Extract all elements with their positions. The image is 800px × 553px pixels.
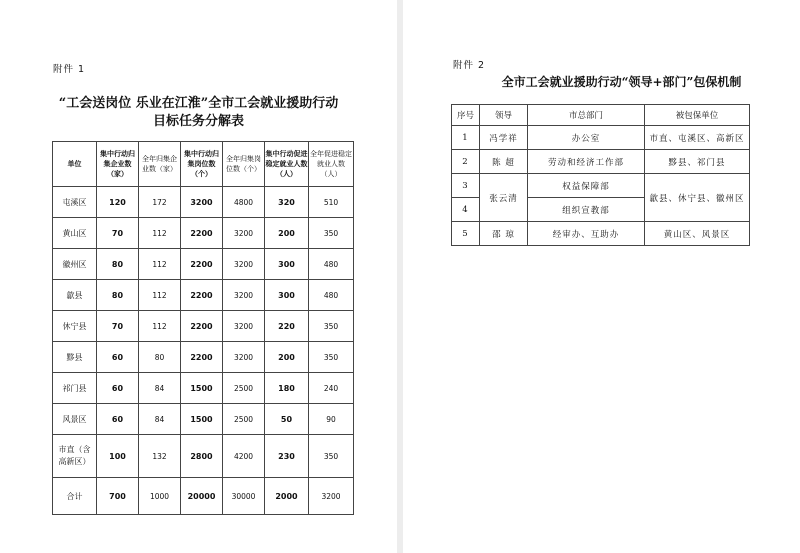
header-cell: 全年归集企业数（家） bbox=[139, 142, 181, 187]
table-title-line2: 目标任务分解表 bbox=[152, 114, 244, 129]
value-cell: 132 bbox=[139, 435, 181, 478]
number-cell: 2 bbox=[452, 150, 480, 174]
value-cell: 350 bbox=[309, 218, 354, 249]
value-cell: 2500 bbox=[223, 373, 265, 404]
attachment-label: 附件 2 bbox=[453, 60, 486, 71]
table-title: 全市工会就业援助行动“领导+部门”包保机制 bbox=[501, 75, 742, 89]
value-cell: 2800 bbox=[181, 435, 223, 478]
value-cell: 300 bbox=[265, 280, 309, 311]
department-cell: 权益保障部 bbox=[528, 174, 645, 198]
value-cell: 2200 bbox=[181, 342, 223, 373]
unit-cell: 祁门县 bbox=[53, 373, 97, 404]
table-title-line1: “工会送岗位 乐业在江淮”全市工会就业援助行动 bbox=[58, 96, 339, 111]
table-total-row bbox=[53, 478, 354, 515]
value-cell: 2000 bbox=[265, 478, 309, 515]
value-cell: 90 bbox=[309, 404, 354, 435]
value-cell: 84 bbox=[139, 373, 181, 404]
table-row bbox=[53, 249, 354, 280]
number-cell: 3 bbox=[452, 174, 480, 198]
value-cell: 230 bbox=[265, 435, 309, 478]
header-cell: 单位 bbox=[53, 142, 97, 187]
value-cell: 350 bbox=[309, 435, 354, 478]
value-cell: 20000 bbox=[181, 478, 223, 515]
value-cell: 4200 bbox=[223, 435, 265, 478]
value-cell: 350 bbox=[309, 311, 354, 342]
unit-cell: 屯溪区 bbox=[53, 187, 97, 218]
value-cell: 30000 bbox=[223, 478, 265, 515]
department-cell: 经审办、互助办 bbox=[528, 222, 645, 246]
table-row bbox=[452, 126, 750, 150]
unit-cell: 歙县 bbox=[53, 280, 97, 311]
page-right bbox=[403, 0, 800, 553]
attachment-label: 附件 1 bbox=[53, 64, 86, 75]
value-cell: 3200 bbox=[223, 218, 265, 249]
table-row bbox=[53, 280, 354, 311]
value-cell: 3200 bbox=[309, 478, 354, 515]
table-row bbox=[53, 311, 354, 342]
value-cell: 2200 bbox=[181, 280, 223, 311]
value-cell: 510 bbox=[309, 187, 354, 218]
table-row bbox=[53, 404, 354, 435]
units-cell: 歙县、休宁县、徽州区 bbox=[645, 174, 750, 222]
value-cell: 200 bbox=[265, 342, 309, 373]
value-cell: 50 bbox=[265, 404, 309, 435]
unit-cell: 黄山区 bbox=[53, 218, 97, 249]
number-cell: 5 bbox=[452, 222, 480, 246]
header-cell: 全年归集岗位数（个） bbox=[223, 142, 265, 187]
department-cell: 组织宣教部 bbox=[528, 198, 645, 222]
table-row bbox=[53, 342, 354, 373]
header-cell: 领导 bbox=[480, 105, 528, 126]
value-cell: 100 bbox=[97, 435, 139, 478]
value-cell: 700 bbox=[97, 478, 139, 515]
header-cell: 集中行动促进稳定就业人数（人） bbox=[265, 142, 309, 187]
leader-cell: 冯学祥 bbox=[480, 126, 528, 150]
units-cell: 黄山区、风景区 bbox=[645, 222, 750, 246]
value-cell: 70 bbox=[97, 311, 139, 342]
table-row bbox=[53, 218, 354, 249]
value-cell: 240 bbox=[309, 373, 354, 404]
value-cell: 2200 bbox=[181, 249, 223, 280]
table-row bbox=[452, 174, 750, 198]
table-header-row bbox=[452, 105, 750, 126]
value-cell: 220 bbox=[265, 311, 309, 342]
value-cell: 1000 bbox=[139, 478, 181, 515]
value-cell: 80 bbox=[139, 342, 181, 373]
page-left bbox=[0, 0, 397, 553]
header-cell: 集中行动归集岗位数（个） bbox=[181, 142, 223, 187]
value-cell: 112 bbox=[139, 311, 181, 342]
leader-cell: 邵 琼 bbox=[480, 222, 528, 246]
unit-cell: 休宁县 bbox=[53, 311, 97, 342]
unit-cell: 黟县 bbox=[53, 342, 97, 373]
value-cell: 1500 bbox=[181, 404, 223, 435]
value-cell: 3200 bbox=[181, 187, 223, 218]
value-cell: 350 bbox=[309, 342, 354, 373]
value-cell: 172 bbox=[139, 187, 181, 218]
value-cell: 3200 bbox=[223, 280, 265, 311]
header-cell: 市总部门 bbox=[528, 105, 645, 126]
unit-cell: 合计 bbox=[53, 478, 97, 515]
header-cell: 序号 bbox=[452, 105, 480, 126]
leader-department-table bbox=[451, 104, 750, 246]
value-cell: 4800 bbox=[223, 187, 265, 218]
table-row bbox=[452, 150, 750, 174]
table-row bbox=[53, 435, 354, 478]
value-cell: 2200 bbox=[181, 218, 223, 249]
number-cell: 4 bbox=[452, 198, 480, 222]
unit-cell: 市直（含高新区） bbox=[53, 435, 97, 478]
value-cell: 112 bbox=[139, 218, 181, 249]
value-cell: 3200 bbox=[223, 342, 265, 373]
unit-cell: 徽州区 bbox=[53, 249, 97, 280]
value-cell: 480 bbox=[309, 280, 354, 311]
leader-cell: 陈 超 bbox=[480, 150, 528, 174]
value-cell: 2200 bbox=[181, 311, 223, 342]
value-cell: 84 bbox=[139, 404, 181, 435]
value-cell: 180 bbox=[265, 373, 309, 404]
header-cell: 被包保单位 bbox=[645, 105, 750, 126]
value-cell: 112 bbox=[139, 280, 181, 311]
units-cell: 市直、屯溪区、高新区 bbox=[645, 126, 750, 150]
value-cell: 480 bbox=[309, 249, 354, 280]
header-cell: 全年促进稳定就业人数（人） bbox=[309, 142, 354, 187]
number-cell: 1 bbox=[452, 126, 480, 150]
task-breakdown-table bbox=[52, 141, 354, 515]
value-cell: 112 bbox=[139, 249, 181, 280]
value-cell: 70 bbox=[97, 218, 139, 249]
value-cell: 3200 bbox=[223, 311, 265, 342]
department-cell: 办公室 bbox=[528, 126, 645, 150]
value-cell: 200 bbox=[265, 218, 309, 249]
table-row bbox=[53, 187, 354, 218]
header-cell: 集中行动归集企业数（家） bbox=[97, 142, 139, 187]
value-cell: 1500 bbox=[181, 373, 223, 404]
value-cell: 60 bbox=[97, 373, 139, 404]
units-cell: 黟县、祁门县 bbox=[645, 150, 750, 174]
value-cell: 3200 bbox=[223, 249, 265, 280]
value-cell: 80 bbox=[97, 280, 139, 311]
department-cell: 劳动和经济工作部 bbox=[528, 150, 645, 174]
value-cell: 60 bbox=[97, 342, 139, 373]
unit-cell: 风景区 bbox=[53, 404, 97, 435]
value-cell: 320 bbox=[265, 187, 309, 218]
value-cell: 2500 bbox=[223, 404, 265, 435]
value-cell: 120 bbox=[97, 187, 139, 218]
value-cell: 60 bbox=[97, 404, 139, 435]
value-cell: 80 bbox=[97, 249, 139, 280]
value-cell: 300 bbox=[265, 249, 309, 280]
table-header-row bbox=[53, 142, 354, 187]
table-row bbox=[452, 222, 750, 246]
leader-cell: 张云清 bbox=[480, 174, 528, 222]
table-row bbox=[53, 373, 354, 404]
